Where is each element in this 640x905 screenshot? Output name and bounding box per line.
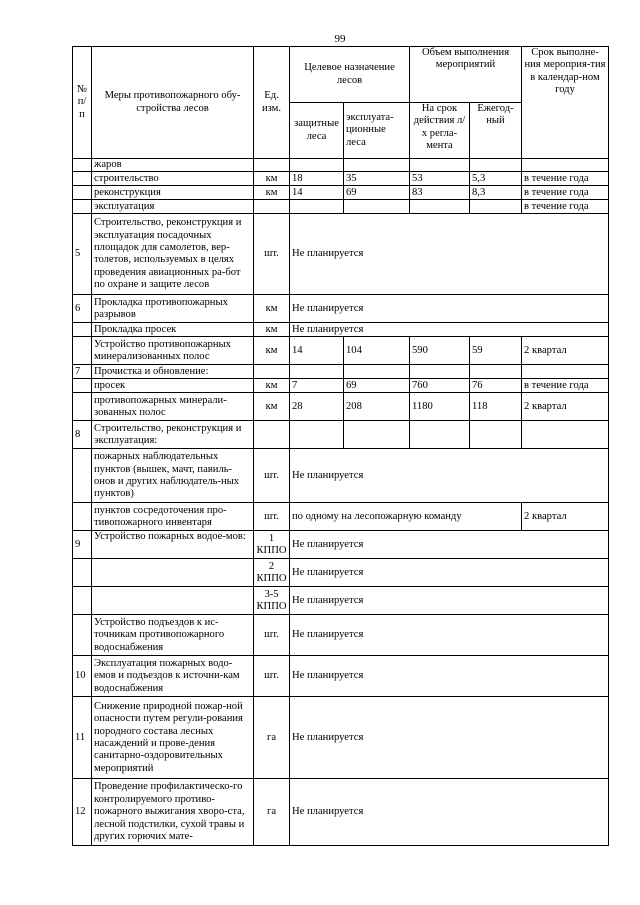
table-row: [73, 421, 609, 449]
annual-value: 118: [470, 393, 522, 421]
note: Не планируется: [290, 615, 609, 656]
exploitation-value: 35: [344, 172, 410, 186]
measure-name: Прокладка просек: [92, 323, 254, 337]
table-row: [73, 323, 609, 337]
term-volume-value: 760: [410, 379, 470, 393]
exploitation-value: 69: [344, 379, 410, 393]
measure-name: строительство: [92, 172, 254, 186]
note: Не планируется: [290, 587, 609, 615]
unit: км: [254, 323, 290, 337]
row-number: 5: [73, 214, 92, 295]
term-volume-value: 1180: [410, 393, 470, 421]
header-volume: Объем выполнения мероприятий: [410, 47, 522, 103]
header-protective: защитные леса: [290, 103, 344, 159]
row-number: 7: [73, 365, 92, 379]
row-number: 9: [73, 531, 92, 559]
unit: км: [254, 172, 290, 186]
header-purpose: Целевое назначение лесов: [290, 47, 410, 103]
deadline: 2 квартал: [522, 337, 609, 365]
table-row: [73, 295, 609, 323]
unit: шт.: [254, 615, 290, 656]
table-row: [73, 393, 609, 421]
row-number: 6: [73, 295, 92, 323]
table-row: [73, 214, 609, 295]
table-row: [73, 656, 609, 697]
measure-name: Устройство противопожарных минерализованных полос: [92, 337, 254, 365]
header-term-volume: На срок действия л/х регла-мента: [410, 103, 470, 159]
unit: км: [254, 295, 290, 323]
table-row: [73, 172, 609, 186]
term-volume-value: 83: [410, 186, 470, 200]
exploitation-value: 104: [344, 337, 410, 365]
note: по одному на лесопожарную команду: [290, 503, 522, 531]
unit: га: [254, 697, 290, 779]
unit: км: [254, 337, 290, 365]
note: Не планируется: [290, 449, 609, 503]
unit: км: [254, 186, 290, 200]
header-exploitation: эксплуата-ционные леса: [344, 103, 410, 159]
note: Не планируется: [290, 559, 609, 587]
unit: шт.: [254, 503, 290, 531]
page-number: 99: [334, 33, 346, 45]
measure-name: реконструкция: [92, 186, 254, 200]
measure-name: Строительство, реконструкция и эксплуатация посадочных площадок для самолетов, вер-толетов, используемых в целях проведения авиационных ра-бот по охране и защите лесов: [92, 214, 254, 295]
measure-name: Устройство пожарных водое-мов:: [92, 531, 254, 559]
unit: га: [254, 779, 290, 846]
measure-name: Снижение природной пожар-ной опасности путем регули-рования породного состава лесных насаждений и прове-дения санитарно-оздоровительных мероприятий: [92, 697, 254, 779]
measure-name: Эксплуатация пожарных водо-емов и подъездов к источни-кам водоснабжения: [92, 656, 254, 697]
measure-name: Проведение профилактическо-го контролируемого противо-пожарного выжигания хворо-ста, лесной подстилки, сухой травы и других горючих мате-: [92, 779, 254, 846]
protective-value: 7: [290, 379, 344, 393]
annual-value: 8,3: [470, 186, 522, 200]
exploitation-value: 69: [344, 186, 410, 200]
table-row: [73, 200, 609, 214]
measure-name: Строительство, реконструкция и эксплуатация:: [92, 421, 254, 449]
unit: км: [254, 379, 290, 393]
header-measures: Меры противопожарного обу-стройства лесов: [92, 47, 254, 159]
deadline: в течение года: [522, 186, 609, 200]
protective-value: 14: [290, 186, 344, 200]
protective-value: 18: [290, 172, 344, 186]
fire-measures-table: [72, 46, 609, 846]
table-row: [73, 587, 609, 615]
note: Не планируется: [290, 323, 609, 337]
table-row: [73, 779, 609, 846]
header-deadline: Срок выполне-ния мероприя-тия в календар-ном году: [522, 47, 609, 159]
deadline: 2 квартал: [522, 393, 609, 421]
protective-value: 28: [290, 393, 344, 421]
unit: 3-5 КППО: [254, 587, 290, 615]
term-volume-value: 53: [410, 172, 470, 186]
table-row: [73, 186, 609, 200]
table-row: [73, 615, 609, 656]
annual-value: 76: [470, 379, 522, 393]
row-number: 10: [73, 656, 92, 697]
annual-value: 59: [470, 337, 522, 365]
note: Не планируется: [290, 214, 609, 295]
row-number: 12: [73, 779, 92, 846]
header-num: № п/п: [73, 47, 92, 159]
measure-name: эксплуатация: [92, 200, 254, 214]
deadline: 2 квартал: [522, 503, 609, 531]
table-row: [73, 697, 609, 779]
unit: шт.: [254, 214, 290, 295]
annual-value: 5,3: [470, 172, 522, 186]
unit: шт.: [254, 656, 290, 697]
table-row: [73, 379, 609, 393]
measure-name: пожарных наблюдательных пунктов (вышек, мачт, павиль-онов и других наблюдатель-ных пунктов): [92, 449, 254, 503]
row-number: 8: [73, 421, 92, 449]
row-number: 11: [73, 697, 92, 779]
unit: 2 КППО: [254, 559, 290, 587]
measure-name: Прокладка противопожарных разрывов: [92, 295, 254, 323]
table-row: [73, 531, 609, 559]
measure-name: пунктов сосредоточения про-тивопожарного инвентаря: [92, 503, 254, 531]
deadline: в течение года: [522, 379, 609, 393]
note: Не планируется: [290, 697, 609, 779]
table-row: [73, 337, 609, 365]
measure-name: Прочистка и обновление:: [92, 365, 254, 379]
table-row: [73, 159, 609, 172]
deadline: в течение года: [522, 200, 609, 214]
unit: км: [254, 393, 290, 421]
table-row: [73, 503, 609, 531]
header-annual: Ежегод-ный: [470, 103, 522, 159]
measure-name: жаров: [92, 159, 254, 172]
table-row: [73, 365, 609, 379]
note: Не планируется: [290, 779, 609, 846]
exploitation-value: 208: [344, 393, 410, 421]
measure-name: просек: [92, 379, 254, 393]
unit: 1 КППО: [254, 531, 290, 559]
deadline: в течение года: [522, 172, 609, 186]
note: Не планируется: [290, 531, 609, 559]
table-row: [73, 449, 609, 503]
term-volume-value: 590: [410, 337, 470, 365]
measure-name: Устройство подъездов к ис-точникам противопожарного водоснабжения: [92, 615, 254, 656]
unit: шт.: [254, 449, 290, 503]
protective-value: 14: [290, 337, 344, 365]
table-row: [73, 559, 609, 587]
note: Не планируется: [290, 295, 609, 323]
measure-name: противопожарных минерали-зованных полос: [92, 393, 254, 421]
note: Не планируется: [290, 656, 609, 697]
header-unit: Ед. изм.: [254, 47, 290, 159]
